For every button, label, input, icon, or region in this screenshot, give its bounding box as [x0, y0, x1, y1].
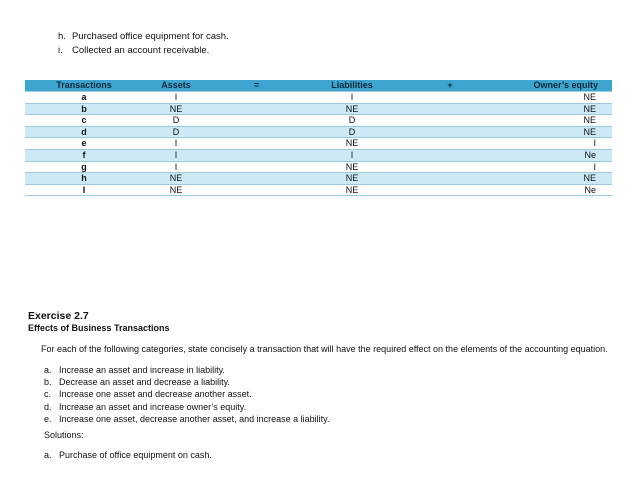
cell-transaction: b	[25, 103, 143, 115]
cell-owners-equity: NE	[500, 115, 612, 127]
cell-transaction: a	[25, 92, 143, 104]
list-item-text: Purchase of office equipment on cash.	[59, 450, 212, 460]
cell-assets: I	[143, 161, 209, 173]
list-marker: e.	[44, 413, 52, 424]
cell-assets: I	[143, 138, 209, 150]
header-plus: +	[400, 80, 500, 92]
cell-owners-equity: NE	[500, 126, 612, 138]
list-item-text: Collected an account receivable.	[72, 45, 210, 56]
cell-transaction: f	[25, 149, 143, 161]
exercise-title: Exercise 2.7	[28, 310, 89, 322]
cell-assets: NE	[143, 173, 209, 185]
list-item-text: Purchased office equipment for cash.	[72, 31, 229, 42]
cell-liabilities: NE	[304, 173, 400, 185]
list-item-text: Decrease an asset and decrease a liability.	[59, 377, 230, 388]
cell-assets: I	[143, 149, 209, 161]
cell-owners-equity: I	[500, 161, 612, 173]
cell-liabilities: NE	[304, 161, 400, 173]
cell-liabilities: NE	[304, 103, 400, 115]
exercise-subtitle: Effects of Business Transactions	[28, 323, 170, 333]
list-item	[44, 388, 330, 400]
cell-transaction: c	[25, 115, 143, 127]
cell-owners-equity: Ne	[500, 149, 612, 161]
category-list	[44, 364, 330, 425]
list-item-text: Increase one asset, decrease another asset, and increase a liability.	[59, 413, 330, 424]
list-marker: c.	[44, 389, 52, 400]
table-row	[25, 115, 612, 127]
cell-transaction: e	[25, 138, 143, 150]
solutions-label: Solutions:	[44, 430, 84, 440]
transaction-list-continued	[58, 30, 229, 58]
list-marker: b.	[44, 377, 52, 388]
list-item	[58, 30, 229, 44]
cell-assets: NE	[143, 184, 209, 196]
table-row	[25, 149, 612, 161]
list-marker: a.	[44, 450, 52, 460]
table-row	[25, 126, 612, 138]
cell-owners-equity: NE	[500, 92, 612, 104]
table-row	[25, 184, 612, 196]
table-row	[25, 173, 612, 185]
list-item	[58, 44, 229, 58]
cell-assets: NE	[143, 103, 209, 115]
header-transactions: Transactions	[25, 80, 143, 92]
table-header-row	[25, 80, 612, 92]
transactions-effects-table	[25, 80, 612, 196]
table-row	[25, 138, 612, 150]
list-marker: a.	[44, 365, 52, 375]
table-row	[25, 92, 612, 104]
cell-liabilities: NE	[304, 184, 400, 196]
table-row	[25, 161, 612, 173]
cell-transaction: d	[25, 126, 143, 138]
list-item-text: Increase an asset and increase owner’s equity.	[59, 401, 247, 412]
cell-assets: D	[143, 126, 209, 138]
cell-liabilities: D	[304, 126, 400, 138]
list-marker: i.	[58, 45, 63, 56]
header-assets: Assets	[143, 80, 209, 92]
cell-liabilities: NE	[304, 138, 400, 150]
header-owners-equity: Owner’s equity	[500, 80, 612, 92]
list-item	[44, 376, 330, 388]
list-item-text: Increase an asset and increase in liability.	[59, 365, 225, 375]
cell-liabilities: I	[304, 92, 400, 104]
list-item	[44, 413, 330, 425]
cell-transaction: g	[25, 161, 143, 173]
cell-liabilities: D	[304, 115, 400, 127]
header-equals: =	[209, 80, 304, 92]
list-item	[44, 364, 330, 376]
exercise-instructions: For each of the following categories, state concisely a transaction that will have the required effect on the elements of the accounting equation.	[41, 344, 608, 354]
list-item-text: Increase one asset and decrease another asset.	[59, 389, 252, 400]
cell-transaction: I	[25, 184, 143, 196]
header-liabilities: Liabilities	[304, 80, 400, 92]
cell-owners-equity: Ne	[500, 184, 612, 196]
solutions-list	[44, 450, 212, 460]
cell-liabilities: I	[304, 149, 400, 161]
list-marker: d.	[44, 401, 52, 412]
cell-assets: I	[143, 92, 209, 104]
cell-assets: D	[143, 115, 209, 127]
table-row	[25, 103, 612, 115]
cell-owners-equity: I	[500, 138, 612, 150]
list-item	[44, 401, 330, 413]
list-marker: h.	[58, 31, 66, 42]
list-item	[44, 450, 212, 460]
cell-owners-equity: NE	[500, 173, 612, 185]
cell-owners-equity: NE	[500, 103, 612, 115]
cell-transaction: h	[25, 173, 143, 185]
